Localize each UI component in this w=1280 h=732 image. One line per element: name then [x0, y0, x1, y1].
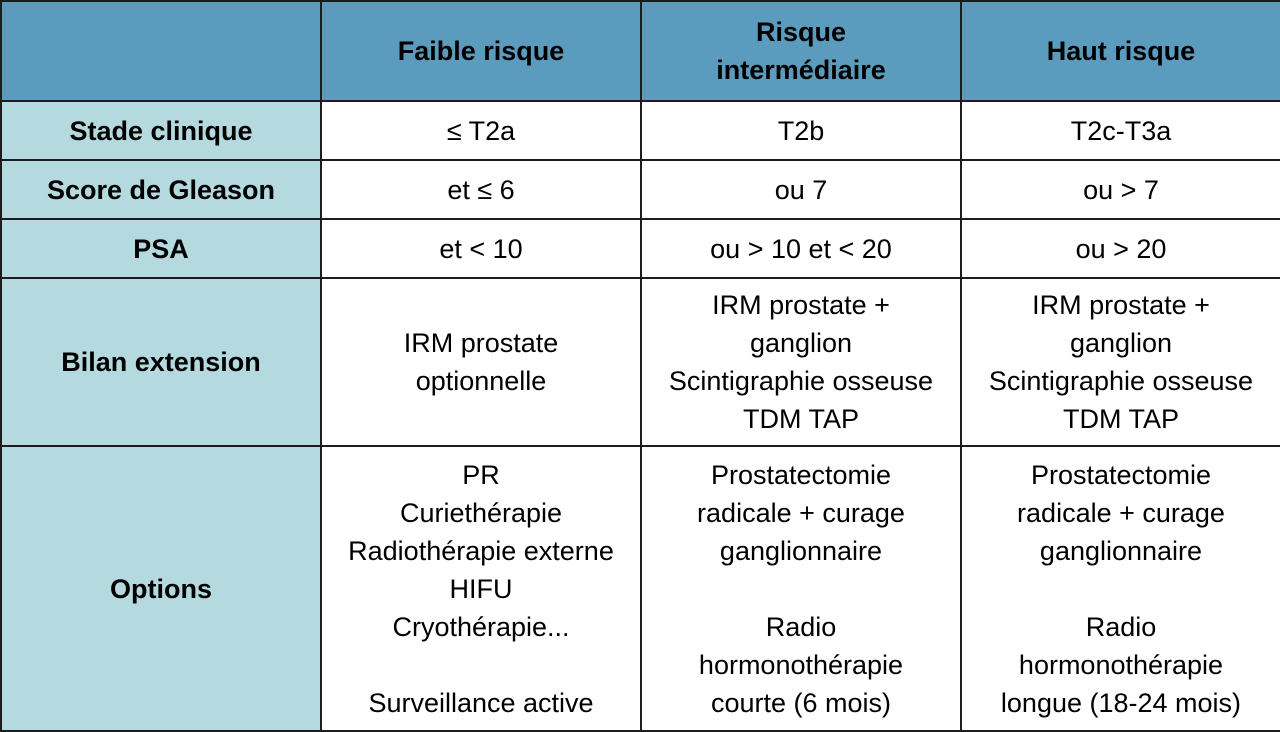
row-gleason-score — [1, 160, 1280, 219]
cell-line: IRM prostate + — [712, 290, 890, 320]
cell-line: Radio — [1085, 611, 1157, 642]
cell-line: ganglionnaire — [1039, 535, 1203, 566]
cell-line: longue (18-24 mois) — [1000, 687, 1242, 718]
cell-line — [650, 570, 952, 608]
row-header-options: Options — [1, 446, 321, 731]
row-header-clinical-stage: Stade clinique — [1, 101, 321, 160]
column-header-intermediate-line: Risque — [755, 17, 847, 47]
cell-line: Prostatectomie — [1030, 459, 1212, 490]
cell-line: IRM prostate — [403, 328, 559, 358]
cell-line: ganglionnaire — [719, 535, 883, 566]
cell-options-low — [321, 446, 641, 731]
cell-psa-mid: ou > 10 et < 20 — [641, 219, 961, 278]
cell-line: radicale + curage — [697, 497, 905, 528]
cell-bilan-low — [321, 278, 641, 446]
row-header-extension-workup: Bilan extension — [1, 278, 321, 446]
cell-line: HIFU — [449, 573, 513, 604]
cell-line: Prostatectomie — [710, 459, 892, 490]
cell-line: courte (6 mois) — [710, 687, 892, 718]
cell-line: radicale + curage — [1017, 497, 1225, 528]
cell-stage-high: T2c-T3a — [961, 101, 1280, 160]
cell-line: Cryothérapie... — [392, 611, 570, 642]
cell-line — [970, 570, 1272, 608]
cell-line: ganglion — [1069, 328, 1173, 358]
cell-gleason-high: ou > 7 — [961, 160, 1280, 219]
cell-stage-mid: T2b — [641, 101, 961, 160]
cell-line — [330, 646, 632, 684]
cell-line: Radiothérapie externe — [348, 535, 614, 566]
column-header-high-risk: Haut risque — [961, 1, 1280, 101]
cell-line: Radio — [765, 611, 837, 642]
row-clinical-stage — [1, 101, 1280, 160]
cell-bilan-high — [961, 278, 1280, 446]
cell-line: optionnelle — [415, 366, 547, 396]
cell-line: Scintigraphie osseuse — [988, 366, 1254, 396]
row-header-gleason-score: Score de Gleason — [1, 160, 321, 219]
cell-line: PR — [462, 459, 500, 490]
cell-psa-low: et < 10 — [321, 219, 641, 278]
cell-line: hormonothérapie — [698, 649, 904, 680]
cell-options-mid — [641, 446, 961, 731]
column-header-low-risk: Faible risque — [321, 1, 641, 101]
cell-line: TDM TAP — [742, 404, 859, 434]
cell-line: Surveillance active — [368, 687, 594, 718]
column-header-intermediate-line: intermédiaire — [716, 55, 886, 85]
row-psa — [1, 219, 1280, 278]
header-row — [1, 1, 1280, 101]
cell-psa-high: ou > 20 — [961, 219, 1280, 278]
cell-line: IRM prostate + — [1032, 290, 1210, 320]
cell-bilan-mid — [641, 278, 961, 446]
cell-line: TDM TAP — [1062, 404, 1179, 434]
cell-line: Scintigraphie osseuse — [668, 366, 934, 396]
row-options — [1, 446, 1280, 731]
row-header-psa: PSA — [1, 219, 321, 278]
column-header-intermediate-risk — [641, 1, 961, 101]
cell-line: hormonothérapie — [1018, 649, 1224, 680]
cell-line: Curiethérapie — [399, 497, 563, 528]
cell-stage-low: ≤ T2a — [321, 101, 641, 160]
cell-options-high — [961, 446, 1280, 731]
cell-gleason-low: et ≤ 6 — [321, 160, 641, 219]
cell-line: ganglion — [749, 328, 853, 358]
row-extension-workup — [1, 278, 1280, 446]
corner-cell — [1, 1, 321, 101]
cell-gleason-mid: ou 7 — [641, 160, 961, 219]
